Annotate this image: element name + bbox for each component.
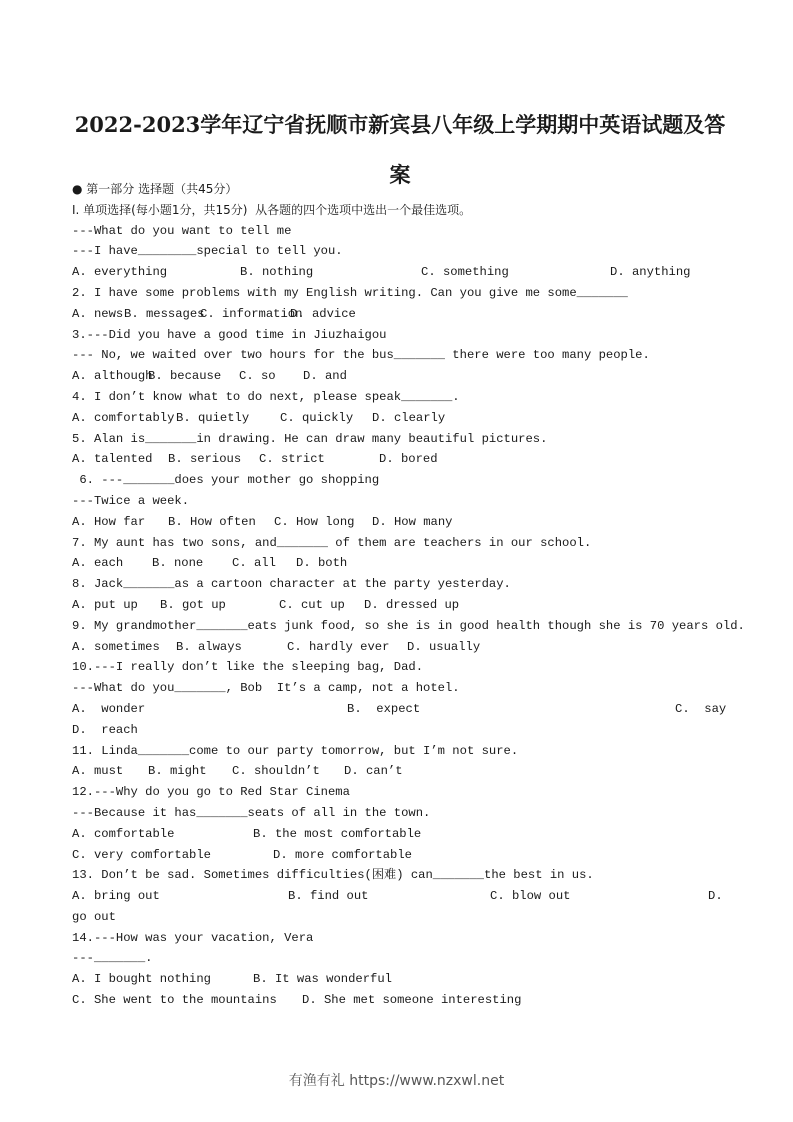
option-a: A. comfortable (72, 826, 175, 841)
question-11 (72, 741, 732, 783)
question-stem: 8. Jack_______as a cartoon character at the party yesterday. (72, 577, 511, 592)
option-d: D. usually (407, 639, 481, 654)
option-c: C. say (675, 701, 727, 716)
option-row (72, 637, 732, 658)
question-stem: ---What do you want to tell me (72, 223, 292, 238)
option-row (72, 990, 732, 1011)
option-a: A. How far (72, 514, 146, 529)
option-d: D. anything (610, 265, 691, 280)
option-c: C. so (239, 369, 276, 384)
option-row (72, 761, 732, 782)
option-c: C. something (421, 265, 509, 280)
question-stem: 9. My grandmother_______eats junk food, so she is in good health though she is 70 years old. (72, 618, 745, 633)
option-b: B. find out (288, 889, 369, 904)
question-7 (72, 533, 732, 575)
question-5 (72, 429, 732, 471)
option-c: C. shouldn’t (232, 764, 320, 779)
option-c: C. hardly ever (287, 639, 390, 654)
option-b: B. none (152, 556, 204, 571)
question-stem: 11. Linda_______come to our party tomorrow, but I’m not sure. (72, 743, 519, 758)
option-d: D. and (303, 369, 347, 384)
option-a: A. news (72, 306, 124, 321)
question-4 (72, 387, 732, 429)
option-b: B. How often (168, 514, 256, 529)
option-d: D. She met someone interesting (302, 993, 522, 1008)
option-d: D. can’t (344, 764, 403, 779)
option-d: D. (708, 889, 723, 904)
question-stem: 2. I have some problems with my English writing. Can you give me some_______ (72, 285, 628, 300)
option-row (72, 886, 732, 907)
section-instruction: Ⅰ. 单项选择(每小题1分，共15分) 从各题的四个选项中选出一个最佳选项。 (72, 202, 472, 217)
option-c: C. information (200, 306, 303, 321)
option-a: A. talented (72, 452, 153, 467)
option-d: D. reach (72, 722, 138, 737)
option-a: A. put up (72, 597, 138, 612)
question-stem: 13. Don’t be sad. Sometimes difficulties(困难) can_______the best in us. (72, 868, 594, 883)
option-row (72, 595, 732, 616)
section-heading: ● 第一部分 选择题（共45分） (72, 182, 238, 196)
question-1 (72, 221, 732, 283)
question-3 (72, 325, 732, 387)
option-a: A. I bought nothing (72, 972, 211, 987)
question-stem: 4. I don’t know what to do next, please speak_______. (72, 389, 460, 404)
option-a: A. wonder (72, 701, 146, 716)
option-b: B. quietly (176, 410, 250, 425)
question-stem: 10.---I really don’t like the sleeping bag, Dad. (72, 660, 424, 675)
option-d: D. advice (290, 306, 356, 321)
option-a: A. sometimes (72, 639, 160, 654)
question-stem: ---_______. (72, 951, 153, 966)
option-b: B. serious (168, 452, 242, 467)
option-row (72, 408, 732, 429)
option-a: A. bring out (72, 889, 160, 904)
option-b: B. might (148, 764, 207, 779)
option-d: D. dressed up (364, 597, 460, 612)
option-b: B. nothing (240, 265, 314, 280)
option-b: B. It was wonderful (253, 972, 392, 987)
exam-body (72, 179, 745, 1011)
question-stem: 14.---How was your vacation, Vera (72, 930, 314, 945)
option-row (72, 845, 732, 866)
option-a: A. each (72, 556, 124, 571)
option-b: B. because (148, 369, 222, 384)
option-b: B. always (176, 639, 242, 654)
option-b: B. got up (160, 597, 226, 612)
option-row (72, 449, 732, 470)
question-9 (72, 616, 745, 658)
option-b: B. expect (347, 701, 421, 716)
question-stem: 5. Alan is_______in drawing. He can draw many beautiful pictures. (72, 431, 548, 446)
question-stem: ---Because it has_______seats of all in the town. (72, 805, 431, 820)
question-stem: --- No, we waited over two hours for the bus_______ there were too many people. (72, 348, 650, 363)
question-14 (72, 928, 732, 1011)
option-row (72, 699, 732, 720)
option-c: C. How long (274, 514, 355, 529)
option-c: C. very comfortable (72, 847, 211, 862)
option-c: C. blow out (490, 889, 571, 904)
question-6 (72, 470, 732, 532)
option-c: C. all (232, 556, 276, 571)
option-b: B. messages (124, 306, 205, 321)
question-stem: 3.---Did you have a good time in Jiuzhaigou (72, 327, 387, 342)
question-12 (72, 782, 732, 865)
question-2 (72, 283, 732, 325)
option-row (72, 262, 732, 283)
option-c: C. strict (259, 452, 325, 467)
question-stem: 6. ---_______does your mother go shopping (72, 473, 380, 488)
option-row (72, 366, 732, 387)
title-line-2: 案 (389, 162, 411, 187)
question-stem: ---Twice a week. (72, 493, 190, 508)
option-row (72, 512, 732, 533)
option-d: D. more comfortable (273, 847, 412, 862)
question-stem: 12.---Why do you go to Red Star Cinema (72, 785, 350, 800)
question-8 (72, 574, 732, 616)
option-d: D. both (296, 556, 348, 571)
question-stem: ---I have________special to tell you. (72, 244, 343, 259)
option-c: C. She went to the mountains (72, 993, 277, 1008)
option-d: D. How many (372, 514, 453, 529)
option-row (72, 304, 732, 325)
question-13 (72, 865, 732, 927)
title-line-1: 2022-2023学年辽宁省抚顺市新宾县八年级上学期期中英语试题及答 (74, 112, 726, 137)
question-stem: 7. My aunt has two sons, and_______ of them are teachers in our school. (72, 535, 592, 550)
option-row (72, 824, 732, 845)
option-row (72, 553, 732, 574)
question-stem: ---What do you_______, Bob It’s a camp, not a hotel. (72, 681, 460, 696)
option-b: B. the most comfortable (253, 826, 422, 841)
question-10 (72, 657, 732, 740)
option-a: A. although (72, 369, 153, 384)
option-row (72, 969, 732, 990)
option-d: D. bored (379, 452, 438, 467)
option-a: A. must (72, 764, 124, 779)
option-c: C. quickly (280, 410, 354, 425)
option-a: A. everything (72, 265, 168, 280)
watermark-footer: 有渔有礼 https://www.nzxwl.net (288, 1073, 505, 1089)
option-d: D. clearly (372, 410, 446, 425)
option-c: C. cut up (279, 597, 345, 612)
option-a: A. comfortably (72, 410, 175, 425)
option-d-text: go out (72, 909, 116, 924)
